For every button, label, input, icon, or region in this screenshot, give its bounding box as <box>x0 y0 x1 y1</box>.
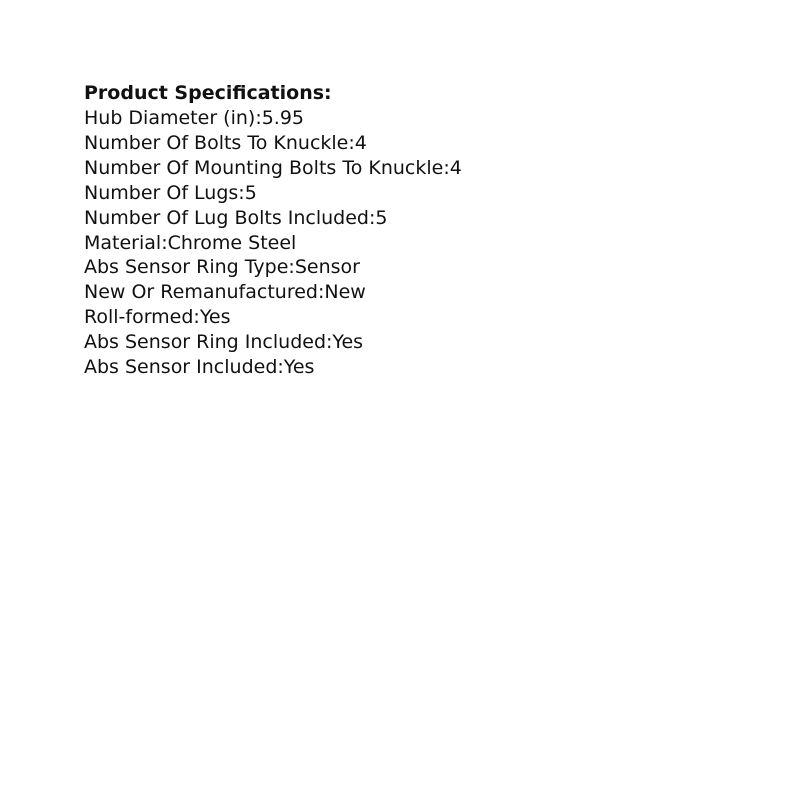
spec-lug-bolts-included: Number Of Lug Bolts Included:5 <box>84 206 388 229</box>
spec-abs-sensor-included: Abs Sensor Included:Yes <box>84 356 315 379</box>
specifications-heading: Product Specifications: <box>84 82 332 104</box>
spec-abs-sensor-ring-included: Abs Sensor Ring Included:Yes <box>84 331 364 354</box>
specifications-list <box>84 106 800 380</box>
spec-new-or-remanufactured: New Or Remanufactured:New <box>84 281 366 304</box>
spec-material: Material:Chrome Steel <box>84 231 297 254</box>
spec-hub-diameter: Hub Diameter (in):5.95 <box>84 107 305 129</box>
spec-number-of-lugs: Number Of Lugs:5 <box>84 181 257 204</box>
spec-roll-formed: Roll-formed:Yes <box>84 306 231 329</box>
spec-bolts-to-knuckle: Number Of Bolts To Knuckle:4 <box>84 131 367 154</box>
spec-mounting-bolts-to-knuckle: Number Of Mounting Bolts To Knuckle:4 <box>84 156 462 179</box>
spec-abs-sensor-ring-type: Abs Sensor Ring Type:Sensor <box>84 256 360 279</box>
